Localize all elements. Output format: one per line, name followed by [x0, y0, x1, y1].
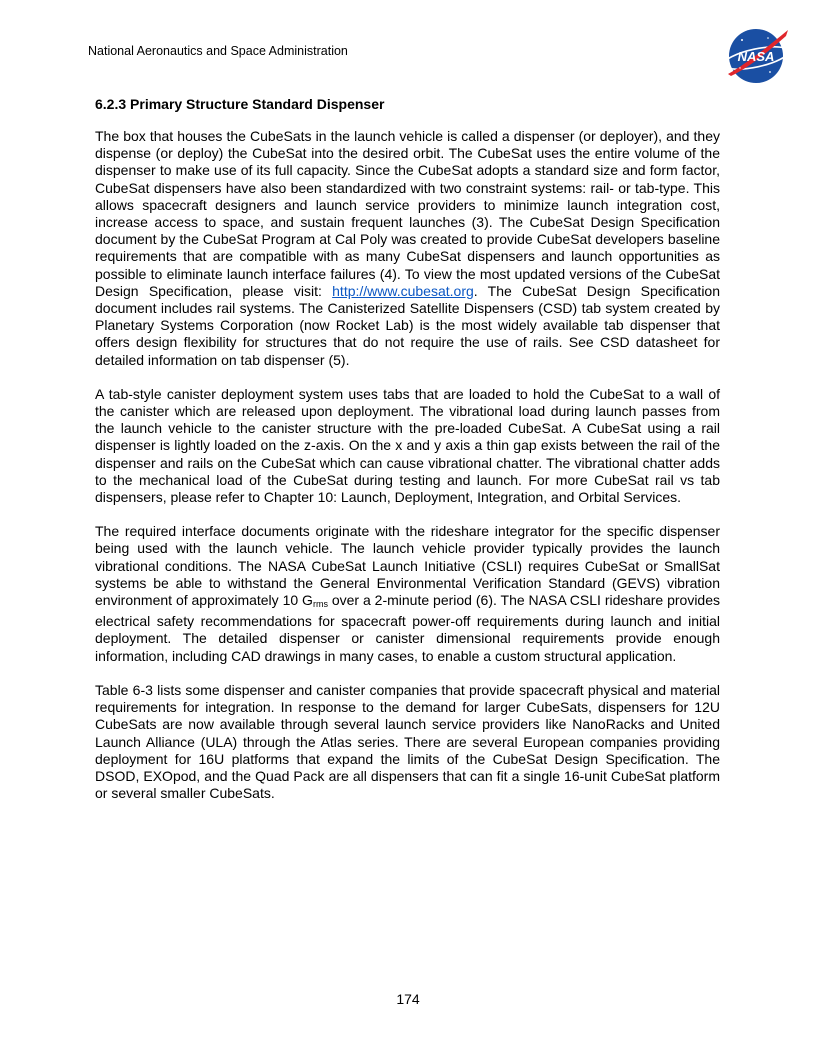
paragraph-1-text-b: . The CubeSat Design Specification document includes rail systems. The Canisterized Satellite Dispensers (CSD) tab system created by Planetary Systems Corporation (now Rocket Lab) is the most widely available tab dispenser that offers design flexibility for structures that do not require the use of rails. See CSD datasheet for detailed information on tab dispenser (5). [95, 282, 721, 368]
paragraph-3-text-a: The required interface documents originate with the rideshare integrator for the specific dispenser being used with the launch vehicle. The launch vehicle provider typically provides the launch vibrational conditions. The NASA CubeSat Launch Initiative (CSLI) requires CubeSat or SmallSat systems be able to withstand the General Environmental Verification Standard (GEVS) vibration environment of approximately 10 G [95, 523, 720, 609]
paragraph-2: A tab-style canister deployment system uses tabs that are loaded to hold the CubeSat to a wall of the canister which are released upon deployment. The vibrational load during launch passes from the launch vehicle to the canister structure with the pre-loaded CubeSat. A CubeSat using a rail dispenser is lightly loaded on the z-axis. On the x and y axis a thin gap exists between the rail of the dispenser and rails on the CubeSat which can cause vibrational chatter. The vibrational chatter adds to the mechanical load of the CubeSat during testing and launch. For more CubeSat rail vs tab dispensers, please refer to Chapter 10: Launch, Deployment, Integration, and Orbital Services. [95, 385, 720, 506]
logo-text: NASA [737, 49, 775, 64]
cubesat-link[interactable]: http://www.cubesat.org [332, 282, 474, 299]
paragraph-1 [95, 128, 720, 369]
body-text [95, 128, 720, 819]
paragraph-3 [95, 523, 720, 665]
section-title: 6.2.3 Primary Structure Standard Dispenser [95, 96, 385, 112]
nasa-meatball-logo [722, 24, 790, 88]
header-org-name: National Aeronautics and Space Administration [88, 44, 348, 58]
page-number: 174 [396, 991, 420, 1007]
paragraph-4: Table 6-3 lists some dispenser and canister companies that provide spacecraft physical and material requirements for integration. In response to the demand for larger CubeSats, dispensers for 12U CubeSats are now available through several launch service providers like NanoRacks and United Launch Alliance (ULA) through the Atlas series. There are several European companies providing deployment for 16U platforms that expand the limits of the CubeSat Design Specification. The DSOD, EXOpod, and the Quad Pack are all dispensers that can fit a single 16-unit CubeSat platform or several smaller CubeSats. [95, 681, 720, 802]
paragraph-1-text-a: The box that houses the CubeSats in the launch vehicle is called a dispenser (or deployer), and they dispense (or deploy) the CubeSat into the desired orbit. The CubeSat uses the entire volume of the dispenser to make use of its full capacity. Since the CubeSat adopts a standard size and form factor, CubeSat dispensers have also been standardized with two constraint systems: rail- or tab-type. This allows spacecraft designers and launch service providers to minimize launch integration cost, increase access to space, and sustain frequent launches (3). The CubeSat Design Specification document by the CubeSat Program at Cal Poly was created to provide CubeSat developers baseline requirements that are compatible with as many CubeSat dispensers and launch opportunities as possible to eliminate launch interface failures (4). To view the most updated versions of the CubeSat Design Specification, please visit: [95, 128, 720, 299]
paragraph-3-text-b: over a 2-minute period (6). The NASA CSLI rideshare provides electrical safety recommendations for spacecraft power-off requirements during launch and initial deployment. The detailed dispenser or canister dimensional requirements provide enough information, including CAD drawings in many cases, to enable a custom structural application. [95, 592, 721, 664]
grms-subscript: rms [312, 599, 328, 610]
